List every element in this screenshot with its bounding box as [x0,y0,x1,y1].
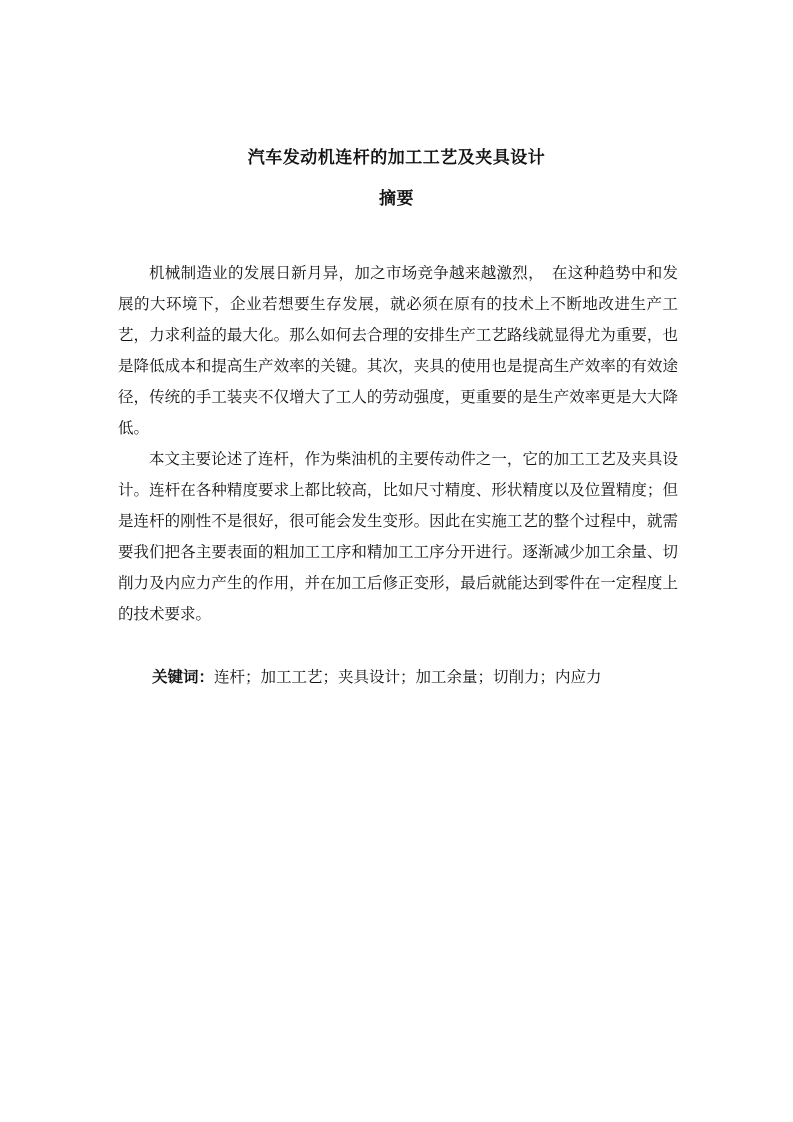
abstract-heading: 摘要 [379,189,414,209]
keywords-list: 连杆；加工工艺；夹具设计；加工余量；切削力；内应力 [214,668,602,686]
keywords-label: 关键词： [152,668,215,686]
abstract-paragraph-1: 机械制造业的发展日新月异，加之市场竞争越来越激烈， 在这种趋势中和发展的大环境下，企业若想要生存发展，就必须在原有的技术上不断地改进生产工艺，力求利益的最大化。那么如何去合理的安排生产工艺路线就显得尤为重要，也是降低成本和提高生产效率的关键。其次，夹具的使用也是提高生产效率的有效途径，传统的手工装夹不仅增大了工人的劳动强度，更重要的是生产效率更是大大降低。 [118,264,678,437]
abstract-paragraph-2: 本文主要论述了连杆，作为柴油机的主要传动件之一，它的加工工艺及夹具设计。连杆在各种精度要求上都比较高，比如尺寸精度、形状精度以及位置精度；但是连杆的刚性不是很好，很可能会发生变形。因此在实施工艺的整个过程中，就需要我们把各主要表面的粗加工工序和精加工工序分开进行。逐渐减少加工余量、切削力及内应力产生的作用，并在加工后修正变形，最后就能达到零件在一定程度上的技术要求。 [118,450,678,623]
abstract-body [118,258,678,630]
document-title: 汽车发动机连杆的加工工艺及夹具设计 [247,148,546,168]
keywords-line [152,664,712,690]
